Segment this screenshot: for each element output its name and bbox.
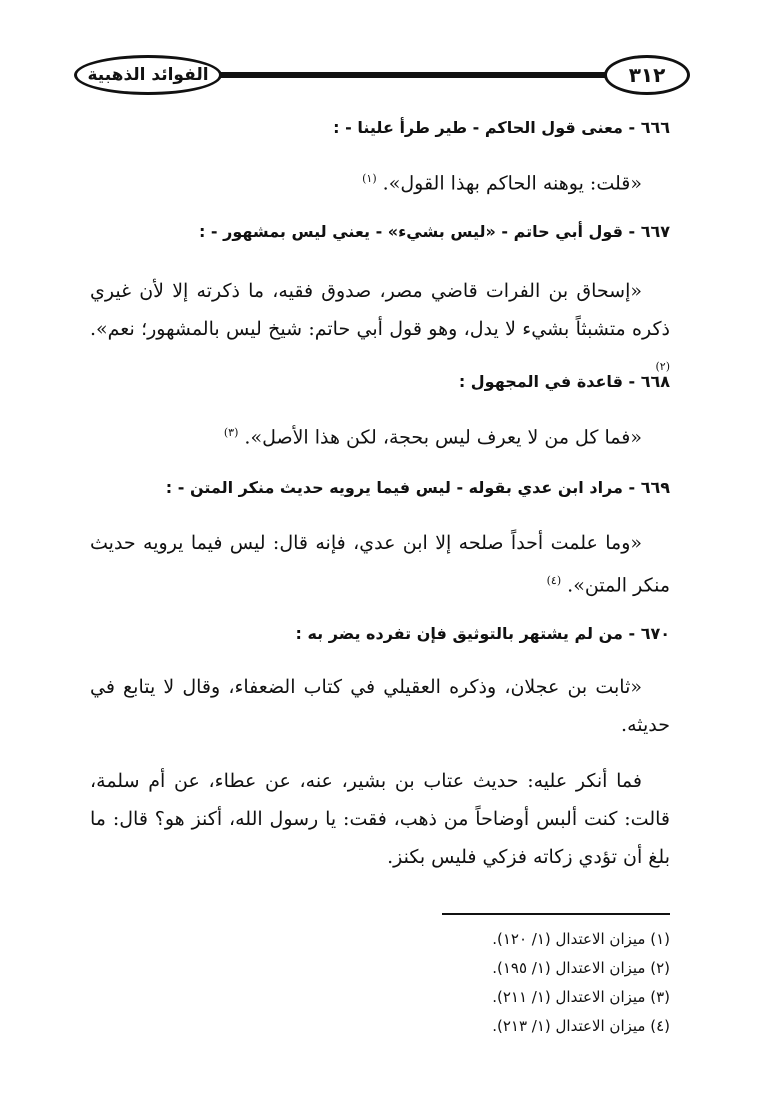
paragraph-670-b	[90, 762, 670, 876]
page-number-oval: ٣١٢	[604, 55, 690, 95]
paragraph-text: «فما كل من لا يعرف ليس بحجة، لكن هذا الأصل».	[244, 426, 642, 449]
paragraph-669	[90, 524, 670, 604]
paragraph-text: «وما علمت أحداً صلحه إلا ابن عدي، فإنه قال: ليس فيما يرويه حديث منكر المتن».	[90, 532, 670, 597]
paragraph-668	[90, 414, 670, 456]
header-rule	[202, 72, 614, 78]
footnote-4: (٤) ميزان الاعتدال (١/ ٢١٣).	[492, 1017, 670, 1035]
section-heading-667: ٦٦٧ - قول أبي حاتم - «ليس بشيء» - يعني ليس بمشهور - :	[198, 222, 670, 241]
footnote-ref: (٢)	[655, 360, 670, 373]
footnote-separator	[442, 913, 670, 915]
footnote-1: (١) ميزان الاعتدال (١/ ١٢٠).	[492, 930, 670, 948]
section-heading-666: ٦٦٦ - معنى قول الحاكم - طير طرأ علينا - :	[333, 118, 670, 137]
footnote-ref: (٣)	[223, 426, 239, 439]
section-heading-670: ٦٧٠ - من لم يشتهر بالتوثيق فإن تفرده يضر به :	[295, 624, 670, 643]
paragraph-666	[90, 160, 670, 202]
running-header	[62, 52, 690, 100]
footnote-3: (٣) ميزان الاعتدال (١/ ٢١١).	[492, 988, 670, 1006]
section-heading-669: ٦٦٩ - مراد ابن عدي بقوله - ليس فيما يرويه حديث منكر المتن - :	[165, 478, 670, 497]
paragraph-670-a	[90, 668, 670, 744]
paragraph-text: فما أنكر عليه: حديث عتاب بن بشير، عنه، عن عطاء، عن أم سلمة، قالت: كنت ألبس أوضاحاً من ذهب، فقت: يا رسول الله، أكنز هو؟ قال: ما بلغ أن تؤدي زكاته فزكي فليس بكنز.	[90, 770, 670, 868]
paragraph-text: «قلت: يوهنه الحاكم بهذا القول».	[382, 172, 642, 195]
book-title-oval: الفوائد الذهبية	[74, 55, 222, 95]
footnote-ref: (٤)	[546, 574, 562, 587]
footnote-ref: (١)	[362, 172, 377, 185]
footnote-2: (٢) ميزان الاعتدال (١/ ١٩٥).	[492, 959, 670, 977]
section-heading-668: ٦٦٨ - قاعدة في المجهول :	[458, 372, 670, 391]
paragraph-text: «ثابت بن عجلان، وذكره العقيلي في كتاب الضعفاء، وقال لا يتابع في حديثه.	[90, 676, 670, 736]
paragraph-text: «إسحاق بن الفرات قاضي مصر، صدوق فقيه، ما ذكرته إلا لأن غيري ذكره متشبثاً بشيء لا يدل، وهو قول أبي حاتم: شيخ ليس بالمشهور؛ نعم».	[90, 280, 670, 340]
